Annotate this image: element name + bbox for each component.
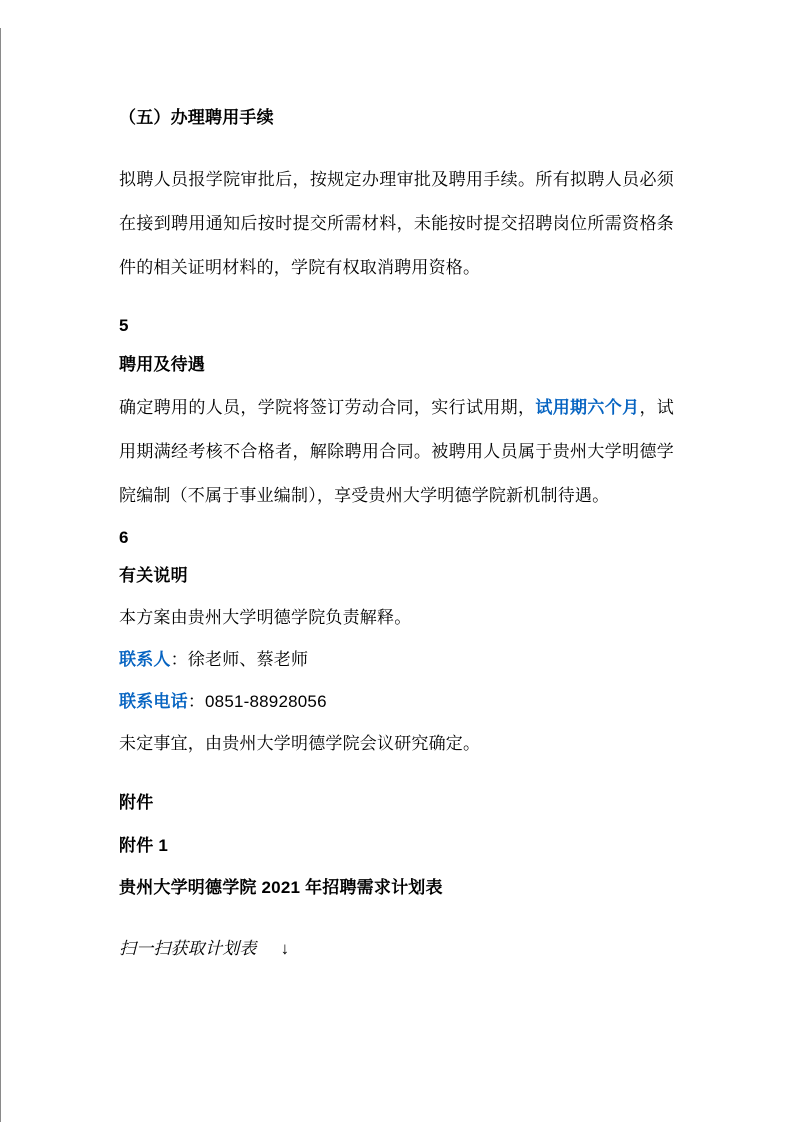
section-heading-notes: 有关说明 xyxy=(119,566,188,585)
down-arrow-icon: ↓ xyxy=(280,939,290,958)
interpretation-line: 本方案由贵州大学明德学院负责解释。 xyxy=(119,608,412,627)
attachment-1-heading: 附件 1 xyxy=(119,836,168,855)
contact-phone-label: 联系电话 xyxy=(119,692,188,711)
contact-person-value: ：徐老师、蔡老师 xyxy=(170,650,309,669)
contact-person-line xyxy=(119,638,674,682)
scan-hint-line xyxy=(119,927,674,971)
paragraph-employment xyxy=(119,386,674,518)
section-heading-procedures: （五）办理聘用手续 xyxy=(119,108,274,127)
employment-text-before: 确定聘用的人员，学院将签订劳动合同，实行试用期， xyxy=(119,398,536,417)
scan-hint-text: 扫一扫获取计划表 xyxy=(119,939,257,958)
attachments-heading: 附件 xyxy=(119,793,154,812)
paragraph-procedures: 拟聘人员报学院审批后，按规定办理审批及聘用手续。所有拟聘人员必须在接到聘用通知后按时提交所需材料，未能按时提交招聘岗位所需资格条件的相关证明材料的，学院有权取消聘用资格。 xyxy=(119,170,674,277)
attachment-1-title: 贵州大学明德学院 2021 年招聘需求计划表 xyxy=(119,878,443,897)
employment-text-after: ，试用期满经考核不合格者，解除聘用合同。被聘用人员属于贵州大学明德学院编制（不属于事业编制），享受贵州大学明德学院新机制待遇。 xyxy=(119,398,674,505)
contact-phone-value: ：0851-88928056 xyxy=(187,692,327,711)
section-number-employment: 5 xyxy=(119,316,129,335)
section-number-notes: 6 xyxy=(119,528,129,547)
section-heading-employment: 聘用及待遇 xyxy=(119,355,205,374)
page-left-border xyxy=(0,28,1,1122)
probation-period-highlight: 试用期六个月 xyxy=(535,398,640,417)
contact-person-label: 联系人 xyxy=(119,650,171,669)
undecided-matters-line: 未定事宜，由贵州大学明德学院会议研究确定。 xyxy=(119,734,481,753)
contact-phone-line xyxy=(119,680,674,724)
